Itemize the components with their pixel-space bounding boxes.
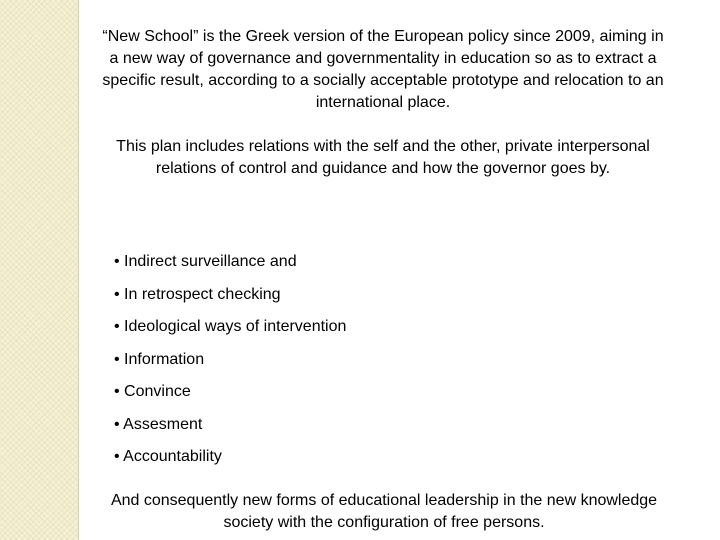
bullet-item: • Information (114, 350, 205, 368)
intro-paragraph: “New School” is the Greek version of the European policy since 2009, aiming in a new way of governance and governmentality in education so as to extract a specific result, according to a socially acceptable prototype and relocation to an international place. (102, 28, 664, 111)
closing-paragraph: And consequently new forms of educational leadership in the new knowledge society with the configuration of free persons. (110, 492, 658, 531)
bullet-item: • Convince (114, 383, 191, 400)
bullet-item: • Accountability (114, 448, 222, 465)
bullet-list (114, 251, 346, 479)
decorative-side-band (0, 0, 79, 540)
plan-paragraph: This plan includes relations with the self and the other, private interpersonal relations of control and guidance and how the governor goes by. (116, 138, 650, 177)
bullet-item: • Indirect surveillance and (114, 253, 297, 270)
bullet-item: • Assesment (114, 415, 203, 433)
bullet-item: • Ideological ways of intervention (114, 318, 347, 335)
bullet-item: • In retrospect checking (114, 285, 281, 303)
